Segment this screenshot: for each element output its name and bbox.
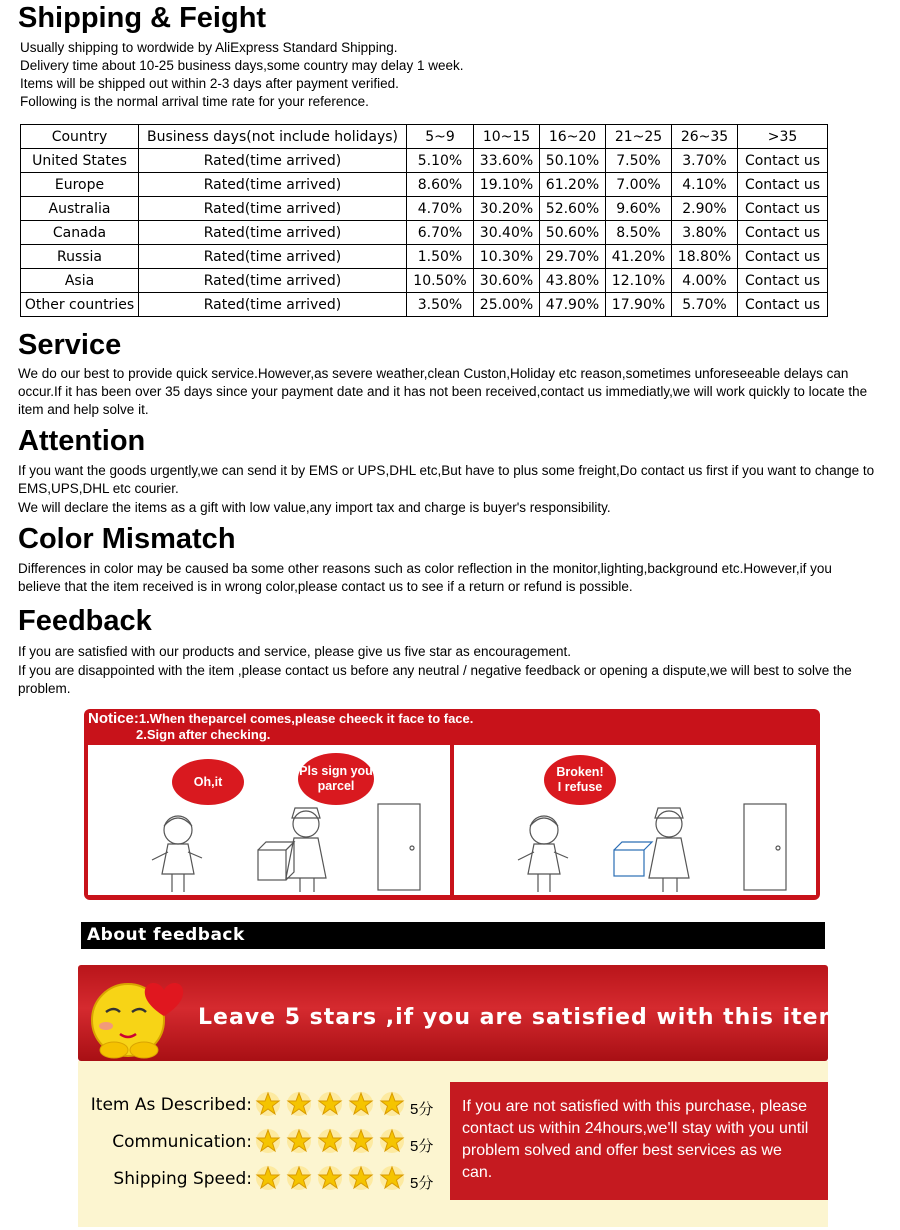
- star-row: [255, 1091, 405, 1117]
- shipping-title: Shipping & Feight: [18, 2, 267, 34]
- table-cell: 3.70%: [672, 149, 738, 173]
- shipping-line: Following is the normal arrival time rate for your reference.: [20, 94, 369, 109]
- table-header-cell: 26~35: [672, 125, 738, 149]
- table-row: [21, 293, 828, 317]
- feedback-title: Feedback: [18, 605, 152, 637]
- star-icon: [348, 1091, 374, 1117]
- table-cell: 7.50%: [606, 149, 672, 173]
- rating-score: 5分: [410, 1101, 434, 1118]
- table-cell: 19.10%: [474, 173, 540, 197]
- service-text: We do our best to provide quick service.However,as severe weather,clean Custon,Holiday etc reason,sometimes unforeseeable delays can occur.If it has been over 35 days since your payment date and it has not been received,contact us immediatly,we will work quickly to locate the item and help solve it.: [18, 366, 868, 417]
- table-cell: 4.10%: [672, 173, 738, 197]
- table-header-cell: Business days(not include holidays): [139, 125, 407, 149]
- table-cell: 3.50%: [407, 293, 474, 317]
- table-cell: 3.80%: [672, 221, 738, 245]
- table-cell: Rated(time arrived): [139, 293, 407, 317]
- table-header-cell: 21~25: [606, 125, 672, 149]
- rating-label: Shipping Speed:: [113, 1169, 252, 1189]
- notice-panel: [84, 709, 820, 900]
- attention-text-2: We will declare the items as a gift with low value,any import tax and charge is buyer's responsibility.: [18, 500, 611, 515]
- table-header-cell: >35: [738, 125, 828, 149]
- speech-bubble: [544, 755, 616, 805]
- refuse-illustration: [504, 800, 804, 900]
- delivery-illustration: [138, 800, 428, 900]
- table-cell: 33.60%: [474, 149, 540, 173]
- star-icon: [255, 1128, 281, 1154]
- table-cell: 10.30%: [474, 245, 540, 269]
- table-header-cell: 16~20: [540, 125, 606, 149]
- table-cell: Rated(time arrived): [139, 149, 407, 173]
- table-cell: 8.50%: [606, 221, 672, 245]
- speech-bubble: Oh,it comes.: [172, 759, 244, 805]
- shipping-line: Delivery time about 10-25 business days,some country may delay 1 week.: [20, 58, 464, 73]
- table-cell: 61.20%: [540, 173, 606, 197]
- table-cell: Contact us: [738, 149, 828, 173]
- star-icon: [348, 1165, 374, 1191]
- attention-title: Attention: [18, 425, 146, 457]
- notice-label: Notice:: [88, 710, 139, 727]
- table-cell: Canada: [21, 221, 139, 245]
- bubble-line: Pls sign you: [299, 764, 373, 778]
- star-icon: [317, 1091, 343, 1117]
- table-cell: 7.00%: [606, 173, 672, 197]
- table-cell: Contact us: [738, 197, 828, 221]
- table-row: [21, 221, 828, 245]
- star-icon: [255, 1165, 281, 1191]
- table-row: [21, 173, 828, 197]
- smiley-heart-icon: [84, 968, 194, 1064]
- star-icon: [286, 1128, 312, 1154]
- table-cell: Rated(time arrived): [139, 245, 407, 269]
- table-cell: 10.50%: [407, 269, 474, 293]
- table-row: [21, 197, 828, 221]
- table-cell: 17.90%: [606, 293, 672, 317]
- table-header-cell: Country: [21, 125, 139, 149]
- rating-label: Communication:: [112, 1132, 252, 1152]
- table-cell: United States: [21, 149, 139, 173]
- rating-score: 5分: [410, 1175, 434, 1192]
- about-feedback-bar: About feedback: [81, 922, 825, 949]
- notice-line-2: 2.Sign after checking.: [136, 727, 271, 742]
- feedback-line-2: If you are disappointed with the item ,please contact us before any neutral / negative feedback or opening a dispute,we will best to solve the problem.: [18, 663, 852, 696]
- feedback-line-1: If you are satisfied with our products and service, please give us five star as encouragement.: [18, 644, 572, 659]
- table-cell: 30.60%: [474, 269, 540, 293]
- table-cell: 41.20%: [606, 245, 672, 269]
- star-row: [255, 1128, 405, 1154]
- table-cell: 6.70%: [407, 221, 474, 245]
- star-icon: [286, 1091, 312, 1117]
- table-cell: Rated(time arrived): [139, 269, 407, 293]
- table-header-cell: 10~15: [474, 125, 540, 149]
- shipping-line: Items will be shipped out within 2-3 days after payment verified.: [20, 76, 399, 91]
- contact-message-box: If you are not satisfied with this purchase, please contact us within 24hours,we'll stay with you until problem solved and offer best services as we can.: [450, 1082, 828, 1200]
- table-cell: 18.80%: [672, 245, 738, 269]
- table-row: [21, 245, 828, 269]
- star-icon: [286, 1165, 312, 1191]
- notice-heading: [88, 711, 473, 726]
- table-cell: 43.80%: [540, 269, 606, 293]
- table-cell: Russia: [21, 245, 139, 269]
- table-row: [21, 269, 828, 293]
- color-mismatch-text: Differences in color may be caused ba some other reasons such as color reflection in the monitor,lighting,background etc.However,if you believe that the item received is in wrong color,please contact us to see if a return or refund is possible.: [18, 561, 832, 594]
- table-cell: Europe: [21, 173, 139, 197]
- notice-scene-left: [88, 745, 450, 895]
- table-cell: 5.70%: [672, 293, 738, 317]
- star-icon: [379, 1091, 405, 1117]
- banner-text: Leave 5 stars ,if you are satisfied with this items: [198, 1005, 857, 1030]
- table-cell: 9.60%: [606, 197, 672, 221]
- table-row: [21, 149, 828, 173]
- table-cell: 52.60%: [540, 197, 606, 221]
- table-header-cell: 5~9: [407, 125, 474, 149]
- table-cell: Rated(time arrived): [139, 197, 407, 221]
- table-cell: 25.00%: [474, 293, 540, 317]
- table-cell: 12.10%: [606, 269, 672, 293]
- notice-line-1: 1.When theparcel comes,please cheeck it face to face.: [138, 711, 474, 726]
- bubble-line: I refuse: [557, 780, 603, 794]
- table-cell: 29.70%: [540, 245, 606, 269]
- table-cell: 4.00%: [672, 269, 738, 293]
- rating-label: Item As Described:: [90, 1095, 252, 1115]
- rating-score: 5分: [410, 1138, 434, 1155]
- table-cell: 50.60%: [540, 221, 606, 245]
- star-icon: [255, 1091, 281, 1117]
- table-cell: Asia: [21, 269, 139, 293]
- table-cell: 30.40%: [474, 221, 540, 245]
- shipping-line: Usually shipping to wordwide by AliExpress Standard Shipping.: [20, 40, 398, 55]
- star-icon: [317, 1128, 343, 1154]
- table-cell: 2.90%: [672, 197, 738, 221]
- star-icon: [317, 1165, 343, 1191]
- table-cell: Rated(time arrived): [139, 221, 407, 245]
- table-cell: Other countries: [21, 293, 139, 317]
- table-cell: Contact us: [738, 221, 828, 245]
- table-cell: 47.90%: [540, 293, 606, 317]
- table-cell: 1.50%: [407, 245, 474, 269]
- star-icon: [348, 1128, 374, 1154]
- speech-bubble: [298, 753, 374, 805]
- bubble-line: Broken!: [556, 765, 604, 779]
- service-title: Service: [18, 329, 122, 361]
- star-row: [255, 1165, 405, 1191]
- table-cell: 50.10%: [540, 149, 606, 173]
- table-cell: 4.70%: [407, 197, 474, 221]
- star-icon: [379, 1165, 405, 1191]
- table-cell: Contact us: [738, 293, 828, 317]
- table-cell: Contact us: [738, 173, 828, 197]
- star-icon: [379, 1128, 405, 1154]
- color-mismatch-title: Color Mismatch: [18, 523, 236, 555]
- table-cell: Australia: [21, 197, 139, 221]
- table-cell: Contact us: [738, 245, 828, 269]
- table-cell: Rated(time arrived): [139, 173, 407, 197]
- shipping-rate-table: [20, 124, 828, 317]
- notice-scene-right: [454, 745, 816, 895]
- table-cell: 8.60%: [407, 173, 474, 197]
- table-cell: 30.20%: [474, 197, 540, 221]
- bubble-line: parcel: [317, 779, 355, 793]
- table-cell: Contact us: [738, 269, 828, 293]
- attention-text: If you want the goods urgently,we can send it by EMS or UPS,DHL etc,But have to plus some freight,Do contact us first if you want to change to EMS,UPS,DHL etc courier.: [18, 463, 875, 496]
- table-header-row: [21, 125, 828, 149]
- table-cell: 5.10%: [407, 149, 474, 173]
